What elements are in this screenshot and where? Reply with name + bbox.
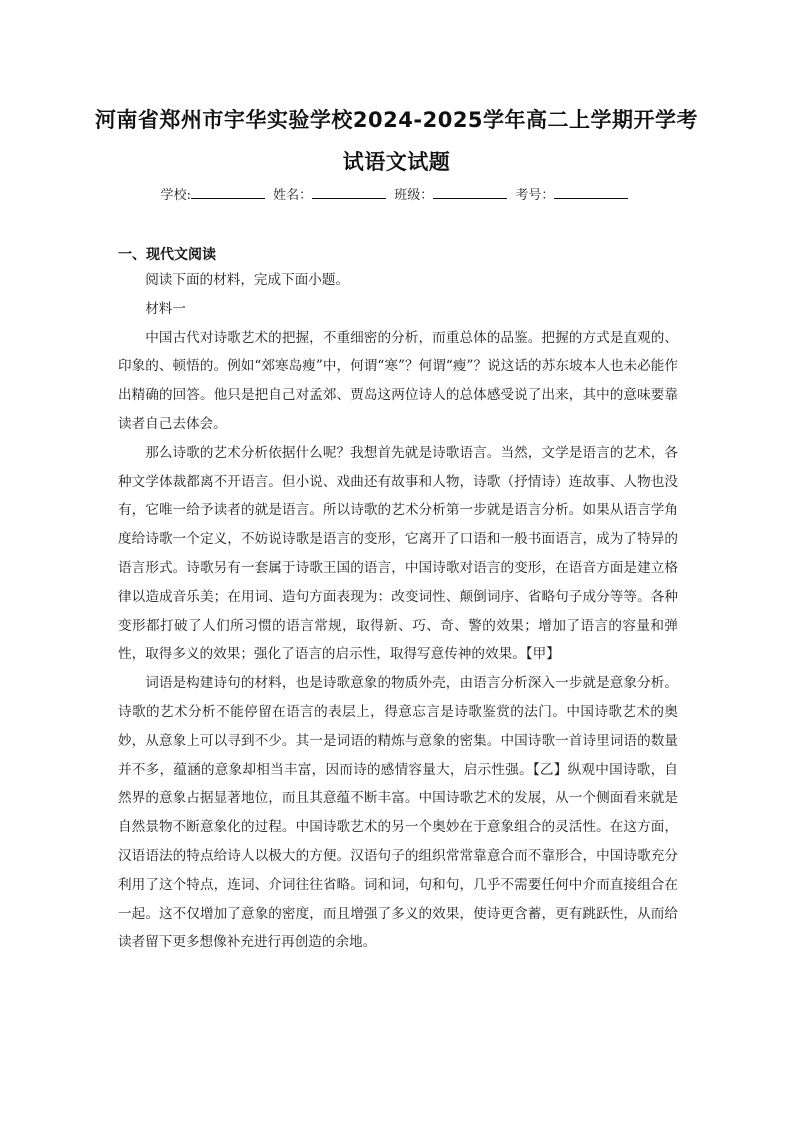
section-heading: 一、现代文阅读 <box>118 247 216 263</box>
name-label: 姓名： <box>273 188 313 203</box>
class-label: 班级： <box>394 188 434 203</box>
exam-number-blank[interactable] <box>554 187 628 199</box>
reading-body <box>118 266 678 957</box>
school-blank[interactable] <box>191 187 265 199</box>
name-blank[interactable] <box>312 187 386 199</box>
exam-title-line1: 河南省郑州市宇华实验学校2024-2025学年高二上学期开学考 <box>94 108 699 132</box>
paragraph: 中国古代对诗歌艺术的把握，不重细密的分析，而重总体的品鉴。把握的方式是直观的、印象的、顿悟的。例如“郊寒岛瘦”中，何谓“寒”？何谓“瘦”？说这话的苏东坡本人也未必能作出精确的回答。他只是把自己对孟郊、贾岛这两位诗人的总体感受说了出来，其中的意味要靠读者自己去体会。 <box>118 329 678 432</box>
school-label: 学校: <box>160 188 191 203</box>
paragraph: 那么诗歌的艺术分析依据什么呢？我想首先就是诗歌语言。当然，文学是语言的艺术，各种文学体裁都离不开语言。但小说、戏曲还有故事和人物，诗歌（抒情诗）连故事、人物也没有，它唯一给予读者的就是语言。所以诗歌的艺术分析第一步就是语言分析。如果从语言学角度给诗歌一个定义，不妨说诗歌是语言的变形，它离开了口语和一般书面语言，成为了特异的语言形式。诗歌另有一套属于诗歌王国的语言，中国诗歌对语言的变形，在语音方面是建立格律以造成音乐美；在用词、造句方面表现为：改变词性、颠倒词序、省略句子成分等等。各种变形都打破了人们所习惯的语言常规，取得新、巧、奇、警的效果；增加了语言的容量和弹性，取得多义的效果；强化了语言的启示性，取得写意传神的效果。【甲】 <box>118 444 678 663</box>
paragraph: 词语是构建诗句的材料，也是诗歌意象的物质外壳，由语言分析深入一步就是意象分析。诗歌的艺术分析不能停留在语言的表层上，得意忘言是诗歌鉴赏的法门。中国诗歌艺术的奥妙，从意象上可以寻到不少。其一是词语的精炼与意象的密集。中国诗歌一首诗里词语的数量并不多，蕴涵的意象却相当丰富，因而诗的感情容量大，启示性强。【乙】纵观中国诗歌，自然界的意象占据显著地位，而且其意蕴不断丰富。中国诗歌艺术的发展，从一个侧面看来就是自然景物不断意象化的过程。中国诗歌艺术的另一个奥妙在于意象组合的灵活性。在这方面，汉语语法的特点给诗人以极大的方便。汉语句子的组织常常靠意合而不靠形合，中国诗歌充分利用了这个特点，连词、介词往往省略。词和词，句和句，几乎不需要任何中介而直接组合在一起。这不仅增加了意象的密度，而且增强了多义的效果，使诗更含蓄，更有跳跃性，从而给读者留下更多想像补充进行再创造的余地。 <box>118 675 678 951</box>
instruction-text: 阅读下面的材料，完成下面小题。 <box>145 272 350 288</box>
exam-title-line2: 试语文试题 <box>342 150 451 174</box>
student-info-row <box>0 184 793 203</box>
class-blank[interactable] <box>433 187 507 199</box>
exam-number-label: 考号： <box>515 188 555 203</box>
material-label: 材料一 <box>145 300 186 317</box>
